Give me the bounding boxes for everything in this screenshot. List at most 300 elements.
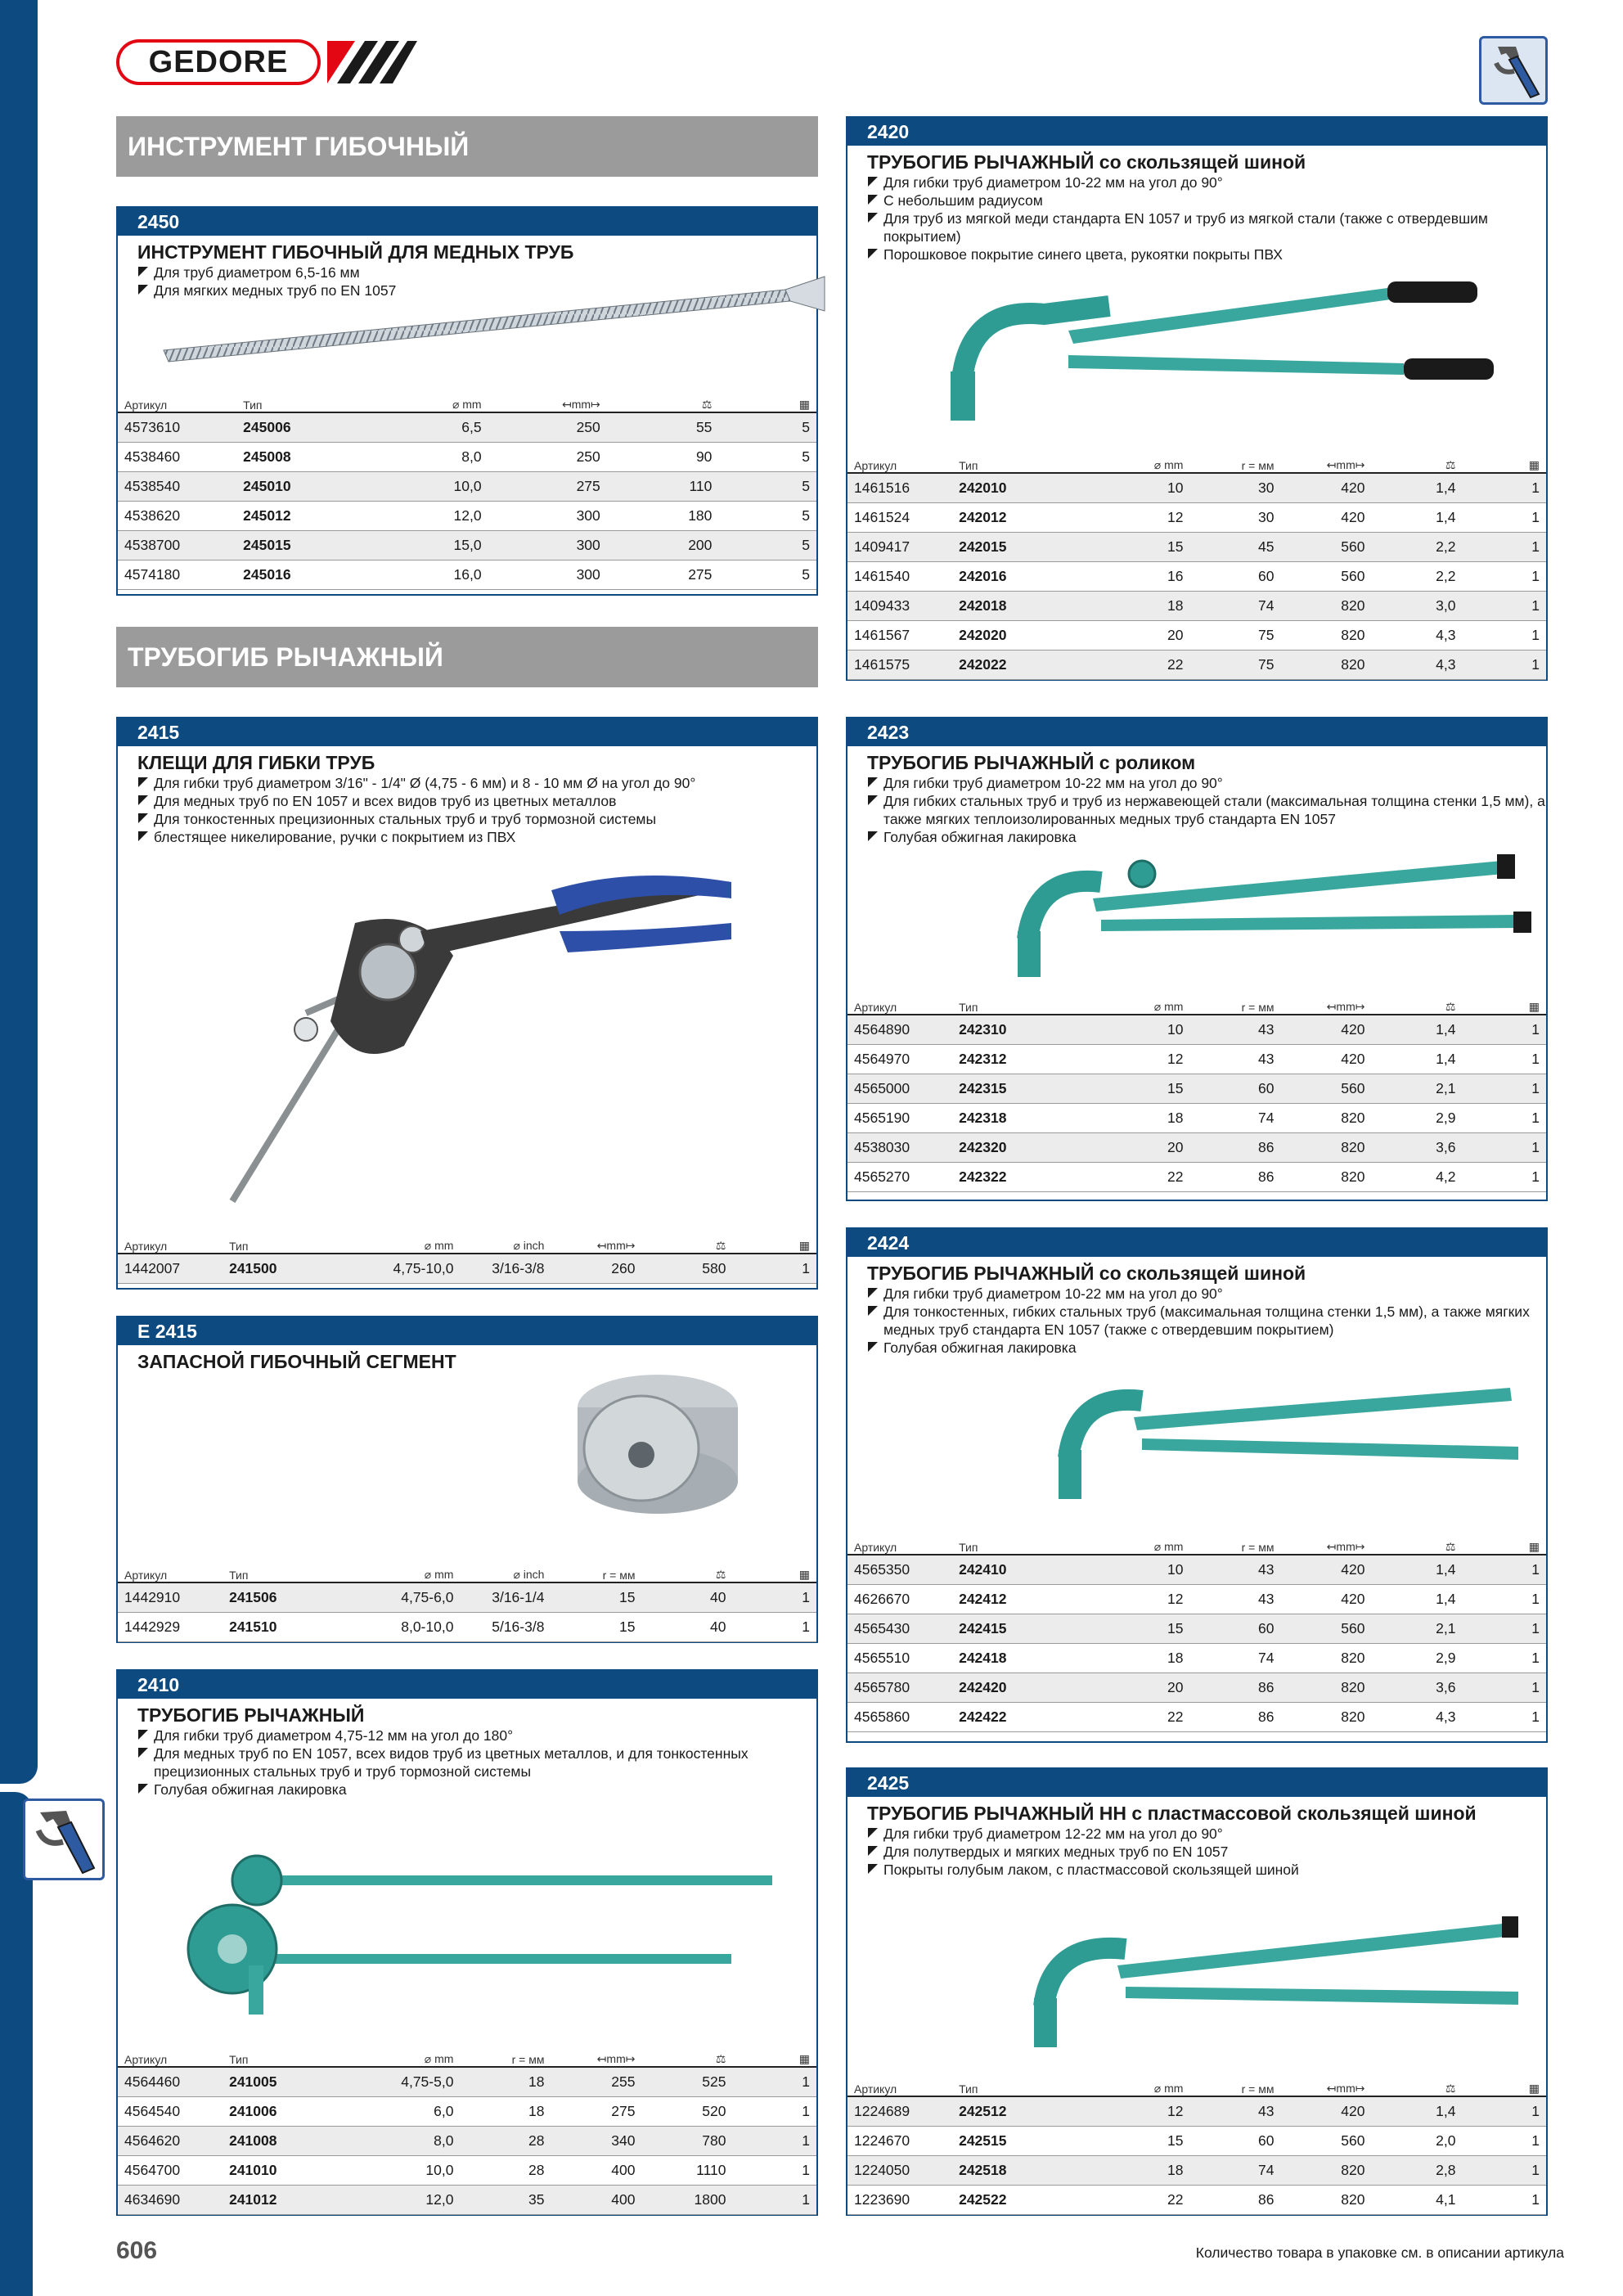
product-code: E 2415 <box>118 1317 816 1345</box>
product-title: ИНСТРУМЕНТ ГИБОЧНЫЙ ДЛЯ МЕДНЫХ ТРУБ <box>137 241 574 263</box>
cell-type: 241506 <box>223 1582 341 1612</box>
cell-diameter: 10,0 <box>362 471 488 501</box>
column-header-weight: ⚖ <box>1371 1540 1462 1555</box>
cell-weight: 1110 <box>641 2155 732 2185</box>
cell-weight: 1,4 <box>1371 2096 1462 2126</box>
spec-table-2423 <box>847 1000 1546 1192</box>
cell-radius: 60 <box>1189 561 1280 591</box>
cell-radius: 28 <box>460 2126 551 2155</box>
feature-item: блестящее никелирование, ручки с покрытием из ПВХ <box>137 828 816 846</box>
table-header-row <box>847 458 1546 473</box>
cell-type: 242010 <box>952 473 1071 502</box>
table-row <box>118 442 816 471</box>
column-header-pack: ▦ <box>732 2052 816 2067</box>
cell-type: 242315 <box>952 1074 1071 1103</box>
table-row <box>847 620 1546 650</box>
column-header-length: ↤mm↦ <box>1280 1000 1371 1015</box>
cell-length: 820 <box>1280 1672 1371 1702</box>
cell-radius: 60 <box>1189 1074 1280 1103</box>
cell-type: 242022 <box>952 650 1071 679</box>
cell-weight: 110 <box>607 471 719 501</box>
cell-radius: 15 <box>551 1612 641 1641</box>
product-title: ЗАПАСНОЙ ГИБОЧНЫЙ СЕГМЕНТ <box>137 1351 456 1372</box>
cell-article: 4565350 <box>847 1555 952 1584</box>
cell-weight: 90 <box>607 442 719 471</box>
column-header-diameter: ⌀ mm <box>341 1568 460 1582</box>
cell-inch: 3/16-3/8 <box>460 1254 551 1283</box>
table-row <box>847 2155 1546 2185</box>
cell-pack: 1 <box>732 1254 816 1283</box>
cell-radius: 43 <box>1189 1015 1280 1044</box>
cell-weight: 275 <box>607 560 719 589</box>
cell-length: 820 <box>1280 1162 1371 1191</box>
cell-weight: 2,1 <box>1371 1614 1462 1643</box>
product-title: ТРУБОГИБ РЫЧАЖНЫЙ НН с пластмассовой скользящей шиной <box>867 1803 1477 1824</box>
cell-length: 820 <box>1280 1643 1371 1672</box>
table-row <box>118 1612 816 1641</box>
gedore-logo <box>116 39 417 85</box>
cell-article: 4565860 <box>847 1702 952 1731</box>
table-row <box>118 501 816 530</box>
cell-diameter: 18 <box>1071 2155 1189 2185</box>
column-header-type: Тип <box>223 2052 341 2067</box>
cell-length: 275 <box>488 471 607 501</box>
cell-pack: 5 <box>718 412 816 442</box>
cell-diameter: 18 <box>1071 1643 1189 1672</box>
cell-type: 241006 <box>223 2096 341 2126</box>
cell-weight: 2,9 <box>1371 1103 1462 1132</box>
cell-pack: 1 <box>1462 473 1546 502</box>
cell-type: 242512 <box>952 2096 1071 2126</box>
cell-diameter: 15 <box>1071 2126 1189 2155</box>
cell-diameter: 16 <box>1071 561 1189 591</box>
cell-radius: 86 <box>1189 1162 1280 1191</box>
cell-diameter: 8,0 <box>341 2126 460 2155</box>
cell-article: 4565510 <box>847 1643 952 1672</box>
cell-article: 4565000 <box>847 1074 952 1103</box>
cell-pack: 1 <box>1462 2096 1546 2126</box>
column-header-weight: ⚖ <box>1371 458 1462 473</box>
cell-weight: 3,6 <box>1371 1672 1462 1702</box>
cell-radius: 74 <box>1189 1643 1280 1672</box>
cell-radius: 86 <box>1189 2185 1280 2214</box>
column-header-weight: ⚖ <box>1371 1000 1462 1015</box>
column-header-length: ↤mm↦ <box>1280 1540 1371 1555</box>
table-row <box>847 1643 1546 1672</box>
product-code: 2425 <box>847 1769 1546 1797</box>
column-header-weight: ⚖ <box>607 398 719 412</box>
cell-diameter: 20 <box>1071 620 1189 650</box>
table-row <box>847 1103 1546 1132</box>
side-tab-top <box>0 0 38 1784</box>
table-row <box>118 2185 816 2214</box>
spec-table-2450 <box>118 398 816 590</box>
cell-weight: 1,4 <box>1371 1044 1462 1074</box>
cell-length: 820 <box>1280 650 1371 679</box>
cell-length: 300 <box>488 560 607 589</box>
feature-item: Для тонкостенных, гибких стальных труб (максимальная толщина стенки 1,5 мм), а также мягких медных труб стандарта EN 1057 (также с отвердевшим покрытием) <box>867 1303 1546 1339</box>
column-header-radius: r = мм <box>1189 1540 1280 1555</box>
cell-weight: 780 <box>641 2126 732 2155</box>
cell-type: 241005 <box>223 2067 341 2096</box>
table-header-row <box>847 1540 1546 1555</box>
cell-article: 1461516 <box>847 473 952 502</box>
table-row <box>118 412 816 442</box>
cell-length: 400 <box>551 2155 641 2185</box>
cell-weight: 1,4 <box>1371 1015 1462 1044</box>
cell-pack: 1 <box>1462 1162 1546 1191</box>
cell-inch: 5/16-3/8 <box>460 1612 551 1641</box>
feature-list <box>847 173 1546 263</box>
column-header-diameter: ⌀ mm <box>341 1239 460 1254</box>
cell-article: 4564700 <box>118 2155 223 2185</box>
column-header-type: Тип <box>223 1568 341 1582</box>
column-header-radius: r = мм <box>1189 2082 1280 2096</box>
cell-radius: 43 <box>1189 2096 1280 2126</box>
column-header-type: Тип <box>952 458 1071 473</box>
table-row <box>847 1074 1546 1103</box>
feature-item: Для гибки труб диаметром 3/16" - 1/4" Ø (4,75 - 6 мм) и 8 - 10 мм Ø на угол до 90° <box>137 774 816 792</box>
cell-article: 4565190 <box>847 1103 952 1132</box>
cell-length: 820 <box>1280 1103 1371 1132</box>
cell-radius: 15 <box>551 1582 641 1612</box>
cell-diameter: 15,0 <box>362 530 488 560</box>
cell-diameter: 12 <box>1071 502 1189 532</box>
feature-item: Для мягких медных труб по EN 1057 <box>137 281 816 299</box>
cell-pack: 1 <box>732 1612 816 1641</box>
column-header-article: Артикул <box>847 1000 952 1015</box>
cell-diameter: 15 <box>1071 1074 1189 1103</box>
cell-article: 1442007 <box>118 1254 223 1283</box>
cell-diameter: 4,75-10,0 <box>341 1254 460 1283</box>
cell-radius: 74 <box>1189 2155 1280 2185</box>
cell-inch: 3/16-1/4 <box>460 1582 551 1612</box>
cell-type: 242020 <box>952 620 1071 650</box>
cell-article: 4538030 <box>847 1132 952 1162</box>
cell-weight: 520 <box>641 2096 732 2126</box>
cell-pack: 1 <box>1462 620 1546 650</box>
cell-diameter: 22 <box>1071 650 1189 679</box>
cell-article: 4573610 <box>118 412 236 442</box>
pipe-wrench-icon <box>23 1799 105 1880</box>
cell-type: 245010 <box>236 471 362 501</box>
cell-article: 1461575 <box>847 650 952 679</box>
cell-length: 275 <box>551 2096 641 2126</box>
cell-article: 1223690 <box>847 2185 952 2214</box>
cell-pack: 1 <box>732 2067 816 2096</box>
cell-type: 241010 <box>223 2155 341 2185</box>
column-header-article: Артикул <box>118 1568 223 1582</box>
cell-length: 300 <box>488 530 607 560</box>
column-header-length: ↤mm↦ <box>488 398 607 412</box>
cell-pack: 1 <box>1462 591 1546 620</box>
bending-segment-image <box>560 1358 748 1522</box>
cell-radius: 35 <box>460 2185 551 2214</box>
cell-pack: 5 <box>718 471 816 501</box>
table-row <box>847 1555 1546 1584</box>
table-header-row <box>118 398 816 412</box>
cell-weight: 180 <box>607 501 719 530</box>
product-code: 2450 <box>118 208 816 236</box>
feature-item: Голубая обжигная лакировка <box>137 1781 816 1799</box>
cell-type: 241510 <box>223 1612 341 1641</box>
cell-diameter: 8,0-10,0 <box>341 1612 460 1641</box>
cell-article: 1461567 <box>847 620 952 650</box>
column-header-pack: ▦ <box>732 1568 816 1582</box>
table-row <box>118 2096 816 2126</box>
cell-length: 560 <box>1280 1614 1371 1643</box>
cell-length: 255 <box>551 2067 641 2096</box>
cell-pack: 1 <box>1462 650 1546 679</box>
feature-item: С небольшим радиусом <box>867 191 1546 209</box>
product-code: 2423 <box>847 718 1546 746</box>
column-header-type: Тип <box>952 1540 1071 1555</box>
product-code: 2415 <box>118 718 816 746</box>
cell-type: 242410 <box>952 1555 1071 1584</box>
cell-type: 245006 <box>236 412 362 442</box>
cell-pack: 5 <box>718 442 816 471</box>
column-header-radius: r = мм <box>460 2052 551 2067</box>
cell-length: 420 <box>1280 1015 1371 1044</box>
column-header-article: Артикул <box>118 1239 223 1254</box>
column-header-article: Артикул <box>847 2082 952 2096</box>
product-title: ТРУБОГИБ РЫЧАЖНЫЙ с роликом <box>867 752 1196 773</box>
cell-type: 242015 <box>952 532 1071 561</box>
lever-bender-image <box>1052 1368 1526 1515</box>
cell-pack: 1 <box>732 2126 816 2155</box>
cell-type: 242418 <box>952 1643 1071 1672</box>
column-header-length: ↤mm↦ <box>551 2052 641 2067</box>
table-row <box>118 530 816 560</box>
feature-item: Для медных труб по EN 1057 и всех видов труб из цветных металлов <box>137 792 816 810</box>
table-header-row <box>118 2052 816 2067</box>
page-number: 606 <box>116 2237 158 2264</box>
cell-article: 1442929 <box>118 1612 223 1641</box>
cell-weight: 1,4 <box>1371 1584 1462 1614</box>
cell-pack: 1 <box>1462 1015 1546 1044</box>
lever-bender-image <box>151 1843 789 2031</box>
cell-weight: 525 <box>641 2067 732 2096</box>
cell-radius: 30 <box>1189 473 1280 502</box>
table-row <box>847 591 1546 620</box>
cell-type: 242412 <box>952 1584 1071 1614</box>
cell-pack: 1 <box>1462 502 1546 532</box>
column-header-radius: r = мм <box>1189 1000 1280 1015</box>
cell-radius: 75 <box>1189 650 1280 679</box>
cell-length: 820 <box>1280 2185 1371 2214</box>
cell-pack: 1 <box>732 1582 816 1612</box>
cell-article: 1461524 <box>847 502 952 532</box>
table-row <box>847 473 1546 502</box>
cell-diameter: 4,75-5,0 <box>341 2067 460 2096</box>
cell-diameter: 18 <box>1071 1103 1189 1132</box>
product-code: 2424 <box>847 1229 1546 1257</box>
brand-name: GEDORE <box>119 43 317 82</box>
cell-radius: 30 <box>1189 502 1280 532</box>
cell-type: 241500 <box>223 1254 341 1283</box>
cell-weight: 3,0 <box>1371 591 1462 620</box>
footer-note: Количество товара в упаковке см. в описании артикула <box>1195 2244 1564 2261</box>
table-row <box>847 2185 1546 2214</box>
feature-item: Для труб из мягкой меди стандарта EN 1057 и труб из мягкой стали (также с отвердевшим покрытием) <box>867 209 1546 245</box>
cell-pack: 1 <box>1462 1614 1546 1643</box>
cell-article: 4564620 <box>118 2126 223 2155</box>
cell-article: 4564460 <box>118 2067 223 2096</box>
table-header-row <box>847 1000 1546 1015</box>
cell-diameter: 10 <box>1071 1555 1189 1584</box>
cell-diameter: 6,0 <box>341 2096 460 2126</box>
cell-weight: 4,1 <box>1371 2185 1462 2214</box>
cell-article: 1409417 <box>847 532 952 561</box>
feature-item: Для гибки труб диаметром 10-22 мм на угол до 90° <box>867 173 1546 191</box>
cell-diameter: 12,0 <box>341 2185 460 2214</box>
cell-pack: 1 <box>1462 2126 1546 2155</box>
cell-pack: 1 <box>1462 2185 1546 2214</box>
feature-list <box>118 774 816 846</box>
feature-item: Для гибки труб диаметром 10-22 мм на угол до 90° <box>867 774 1546 792</box>
cell-pack: 1 <box>1462 532 1546 561</box>
column-header-weight: ⚖ <box>641 2052 732 2067</box>
column-header-inch: ⌀ inch <box>460 1568 551 1582</box>
product-title: ТРУБОГИБ РЫЧАЖНЫЙ <box>137 1704 365 1726</box>
column-header-pack: ▦ <box>1462 1540 1546 1555</box>
table-header-row <box>118 1239 816 1254</box>
plastic-slide-bender-image <box>1027 1908 1535 2055</box>
cell-type: 242420 <box>952 1672 1071 1702</box>
feature-item: Порошковое покрытие синего цвета, рукоятки покрыты ПВХ <box>867 245 1546 263</box>
cell-article: 1224050 <box>847 2155 952 2185</box>
cell-pack: 1 <box>732 2096 816 2126</box>
cell-article: 1224670 <box>847 2126 952 2155</box>
feature-item: Для гибки труб диаметром 12-22 мм на угол до 90° <box>867 1825 1546 1843</box>
cell-weight: 1,4 <box>1371 473 1462 502</box>
cell-weight: 1,4 <box>1371 1555 1462 1584</box>
cell-radius: 86 <box>1189 1672 1280 1702</box>
cell-diameter: 20 <box>1071 1672 1189 1702</box>
cell-type: 242322 <box>952 1162 1071 1191</box>
cell-pack: 1 <box>1462 1672 1546 1702</box>
cell-diameter: 6,5 <box>362 412 488 442</box>
cell-diameter: 22 <box>1071 2185 1189 2214</box>
cell-pack: 1 <box>732 2185 816 2214</box>
product-title: КЛЕЩИ ДЛЯ ГИБКИ ТРУБ <box>137 752 375 773</box>
table-row <box>847 561 1546 591</box>
cell-diameter: 15 <box>1071 1614 1189 1643</box>
column-header-weight: ⚖ <box>641 1239 732 1254</box>
cell-weight: 40 <box>641 1582 732 1612</box>
cell-type: 242415 <box>952 1614 1071 1643</box>
product-code: 2410 <box>118 1671 816 1699</box>
column-header-type: Тип <box>236 398 362 412</box>
cell-pack: 1 <box>1462 2155 1546 2185</box>
cell-length: 420 <box>1280 1555 1371 1584</box>
cell-diameter: 20 <box>1071 1132 1189 1162</box>
cell-pack: 1 <box>1462 1584 1546 1614</box>
table-header-row <box>118 1568 816 1582</box>
table-row <box>118 1254 816 1283</box>
cell-article: 4574180 <box>118 560 236 589</box>
cell-length: 340 <box>551 2126 641 2155</box>
cell-article: 4538460 <box>118 442 236 471</box>
spec-table-e2415 <box>118 1568 816 1642</box>
cell-pack: 1 <box>1462 1044 1546 1074</box>
column-header-pack: ▦ <box>718 398 816 412</box>
cell-article: 4565430 <box>847 1614 952 1643</box>
spec-table-2425 <box>847 2082 1546 2215</box>
cell-diameter: 12 <box>1071 1584 1189 1614</box>
bending-spring-image <box>155 265 826 363</box>
cell-article: 4564970 <box>847 1044 952 1074</box>
cell-pack: 5 <box>718 501 816 530</box>
product-title: ТРУБОГИБ РЫЧАЖНЫЙ со скользящей шиной <box>867 151 1306 173</box>
cell-weight: 1800 <box>641 2185 732 2214</box>
cell-length: 820 <box>1280 1702 1371 1731</box>
column-header-article: Артикул <box>847 1540 952 1555</box>
cell-type: 242320 <box>952 1132 1071 1162</box>
table-row <box>847 650 1546 679</box>
column-header-article: Артикул <box>118 398 236 412</box>
column-header-length: ↤mm↦ <box>1280 2082 1371 2096</box>
cell-length: 560 <box>1280 561 1371 591</box>
table-row <box>847 1702 1546 1731</box>
column-header-type: Тип <box>952 1000 1071 1015</box>
feature-item: Для гибки труб диаметром 10-22 мм на угол до 90° <box>867 1285 1546 1303</box>
cell-length: 400 <box>551 2185 641 2214</box>
cell-article: 4626670 <box>847 1584 952 1614</box>
table-row <box>118 471 816 501</box>
column-header-diameter: ⌀ mm <box>341 2052 460 2067</box>
cell-radius: 75 <box>1189 620 1280 650</box>
column-header-inch: ⌀ inch <box>460 1239 551 1254</box>
cell-radius: 18 <box>460 2096 551 2126</box>
product-code: 2420 <box>847 118 1546 146</box>
column-header-diameter: ⌀ mm <box>1071 2082 1189 2096</box>
cell-weight: 4,2 <box>1371 1162 1462 1191</box>
feature-item: Покрыты голубым лаком, с пластмассовой скользящей шиной <box>867 1861 1546 1879</box>
section-title-lever: ТРУБОГИБ РЫЧАЖНЫЙ <box>116 627 818 687</box>
feature-list <box>118 1727 816 1799</box>
cell-length: 820 <box>1280 591 1371 620</box>
cell-radius: 45 <box>1189 532 1280 561</box>
feature-list <box>847 1285 1546 1357</box>
cell-type: 245015 <box>236 530 362 560</box>
lever-bender-image <box>946 273 1535 437</box>
cell-weight: 3,6 <box>1371 1132 1462 1162</box>
column-header-weight: ⚖ <box>641 1568 732 1582</box>
cell-pack: 1 <box>1462 561 1546 591</box>
bending-pliers-image <box>208 858 813 1218</box>
table-row <box>847 532 1546 561</box>
column-header-pack: ▦ <box>1462 1000 1546 1015</box>
cell-article: 4538540 <box>118 471 236 501</box>
feature-list <box>847 1825 1546 1879</box>
cell-weight: 580 <box>641 1254 732 1283</box>
column-header-pack: ▦ <box>732 1239 816 1254</box>
cell-radius: 86 <box>1189 1702 1280 1731</box>
cell-diameter: 18 <box>1071 591 1189 620</box>
cell-radius: 28 <box>460 2155 551 2185</box>
product-title: ТРУБОГИБ РЫЧАЖНЫЙ со скользящей шиной <box>867 1263 1306 1284</box>
table-row <box>118 560 816 589</box>
roller-bender-image <box>1011 849 1535 988</box>
cell-radius: 74 <box>1189 591 1280 620</box>
cell-pack: 1 <box>1462 1074 1546 1103</box>
cell-diameter: 12 <box>1071 1044 1189 1074</box>
cell-type: 242422 <box>952 1702 1071 1731</box>
cell-length: 820 <box>1280 620 1371 650</box>
table-row <box>847 1584 1546 1614</box>
column-header-pack: ▦ <box>1462 2082 1546 2096</box>
